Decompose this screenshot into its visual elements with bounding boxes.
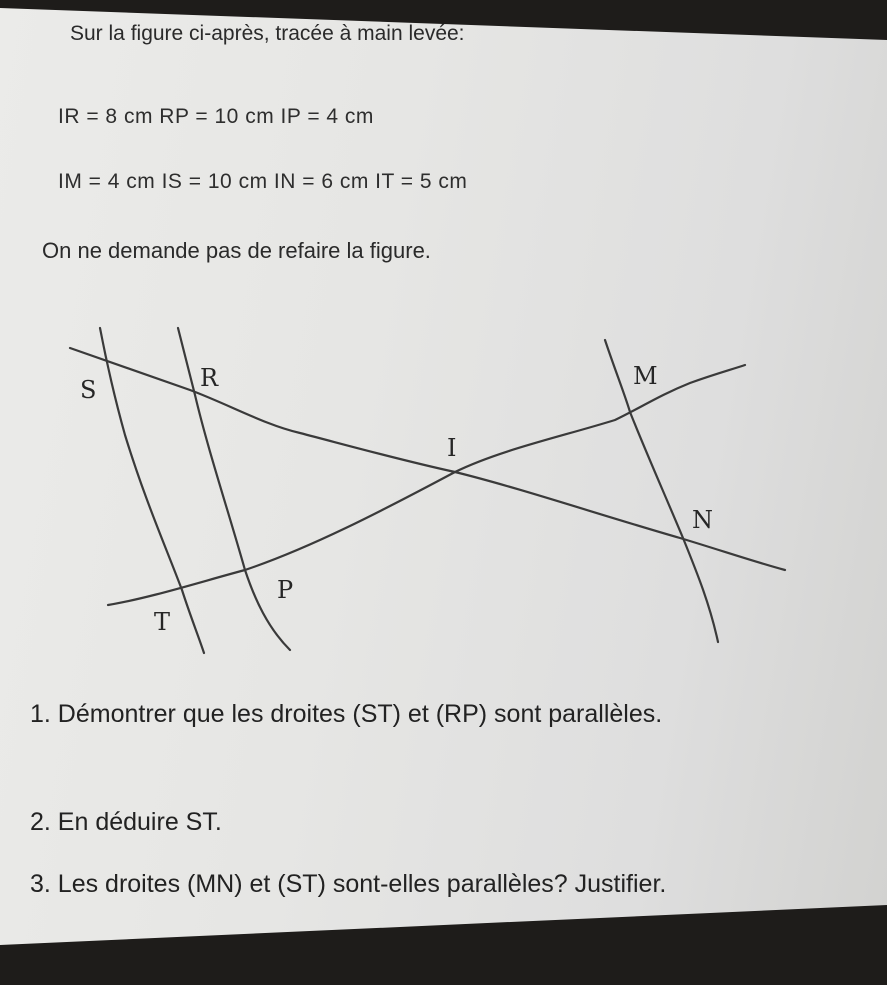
intro-text: Sur la figure ci-après, tracée à main levée:: [70, 22, 465, 45]
label-I: I: [447, 434, 457, 462]
label-T: T: [154, 608, 171, 636]
label-M: M: [633, 362, 658, 390]
question-2: 2. En déduire ST.: [30, 808, 222, 836]
note-text: On ne demande pas de refaire la figure.: [42, 238, 431, 263]
line-S-I-N: [70, 348, 785, 570]
line-M-N: [605, 340, 718, 642]
label-R: R: [200, 364, 219, 392]
geometry-figure: [0, 300, 887, 670]
line-R-P: [178, 328, 290, 650]
label-S: S: [80, 376, 97, 404]
line-T-I-M: [108, 365, 745, 605]
question-1: 1. Démontrer que les droites (ST) et (RP) sont parallèles.: [30, 700, 663, 728]
question-3: 3. Les droites (MN) et (ST) sont-elles parallèles? Justifier.: [30, 870, 667, 898]
label-N: N: [692, 506, 713, 534]
equation-line-2: IM = 4 cm IS = 10 cm IN = 6 cm IT = 5 cm: [58, 170, 468, 193]
equation-line-1: IR = 8 cm RP = 10 cm IP = 4 cm: [58, 105, 374, 128]
label-P: P: [277, 576, 294, 604]
